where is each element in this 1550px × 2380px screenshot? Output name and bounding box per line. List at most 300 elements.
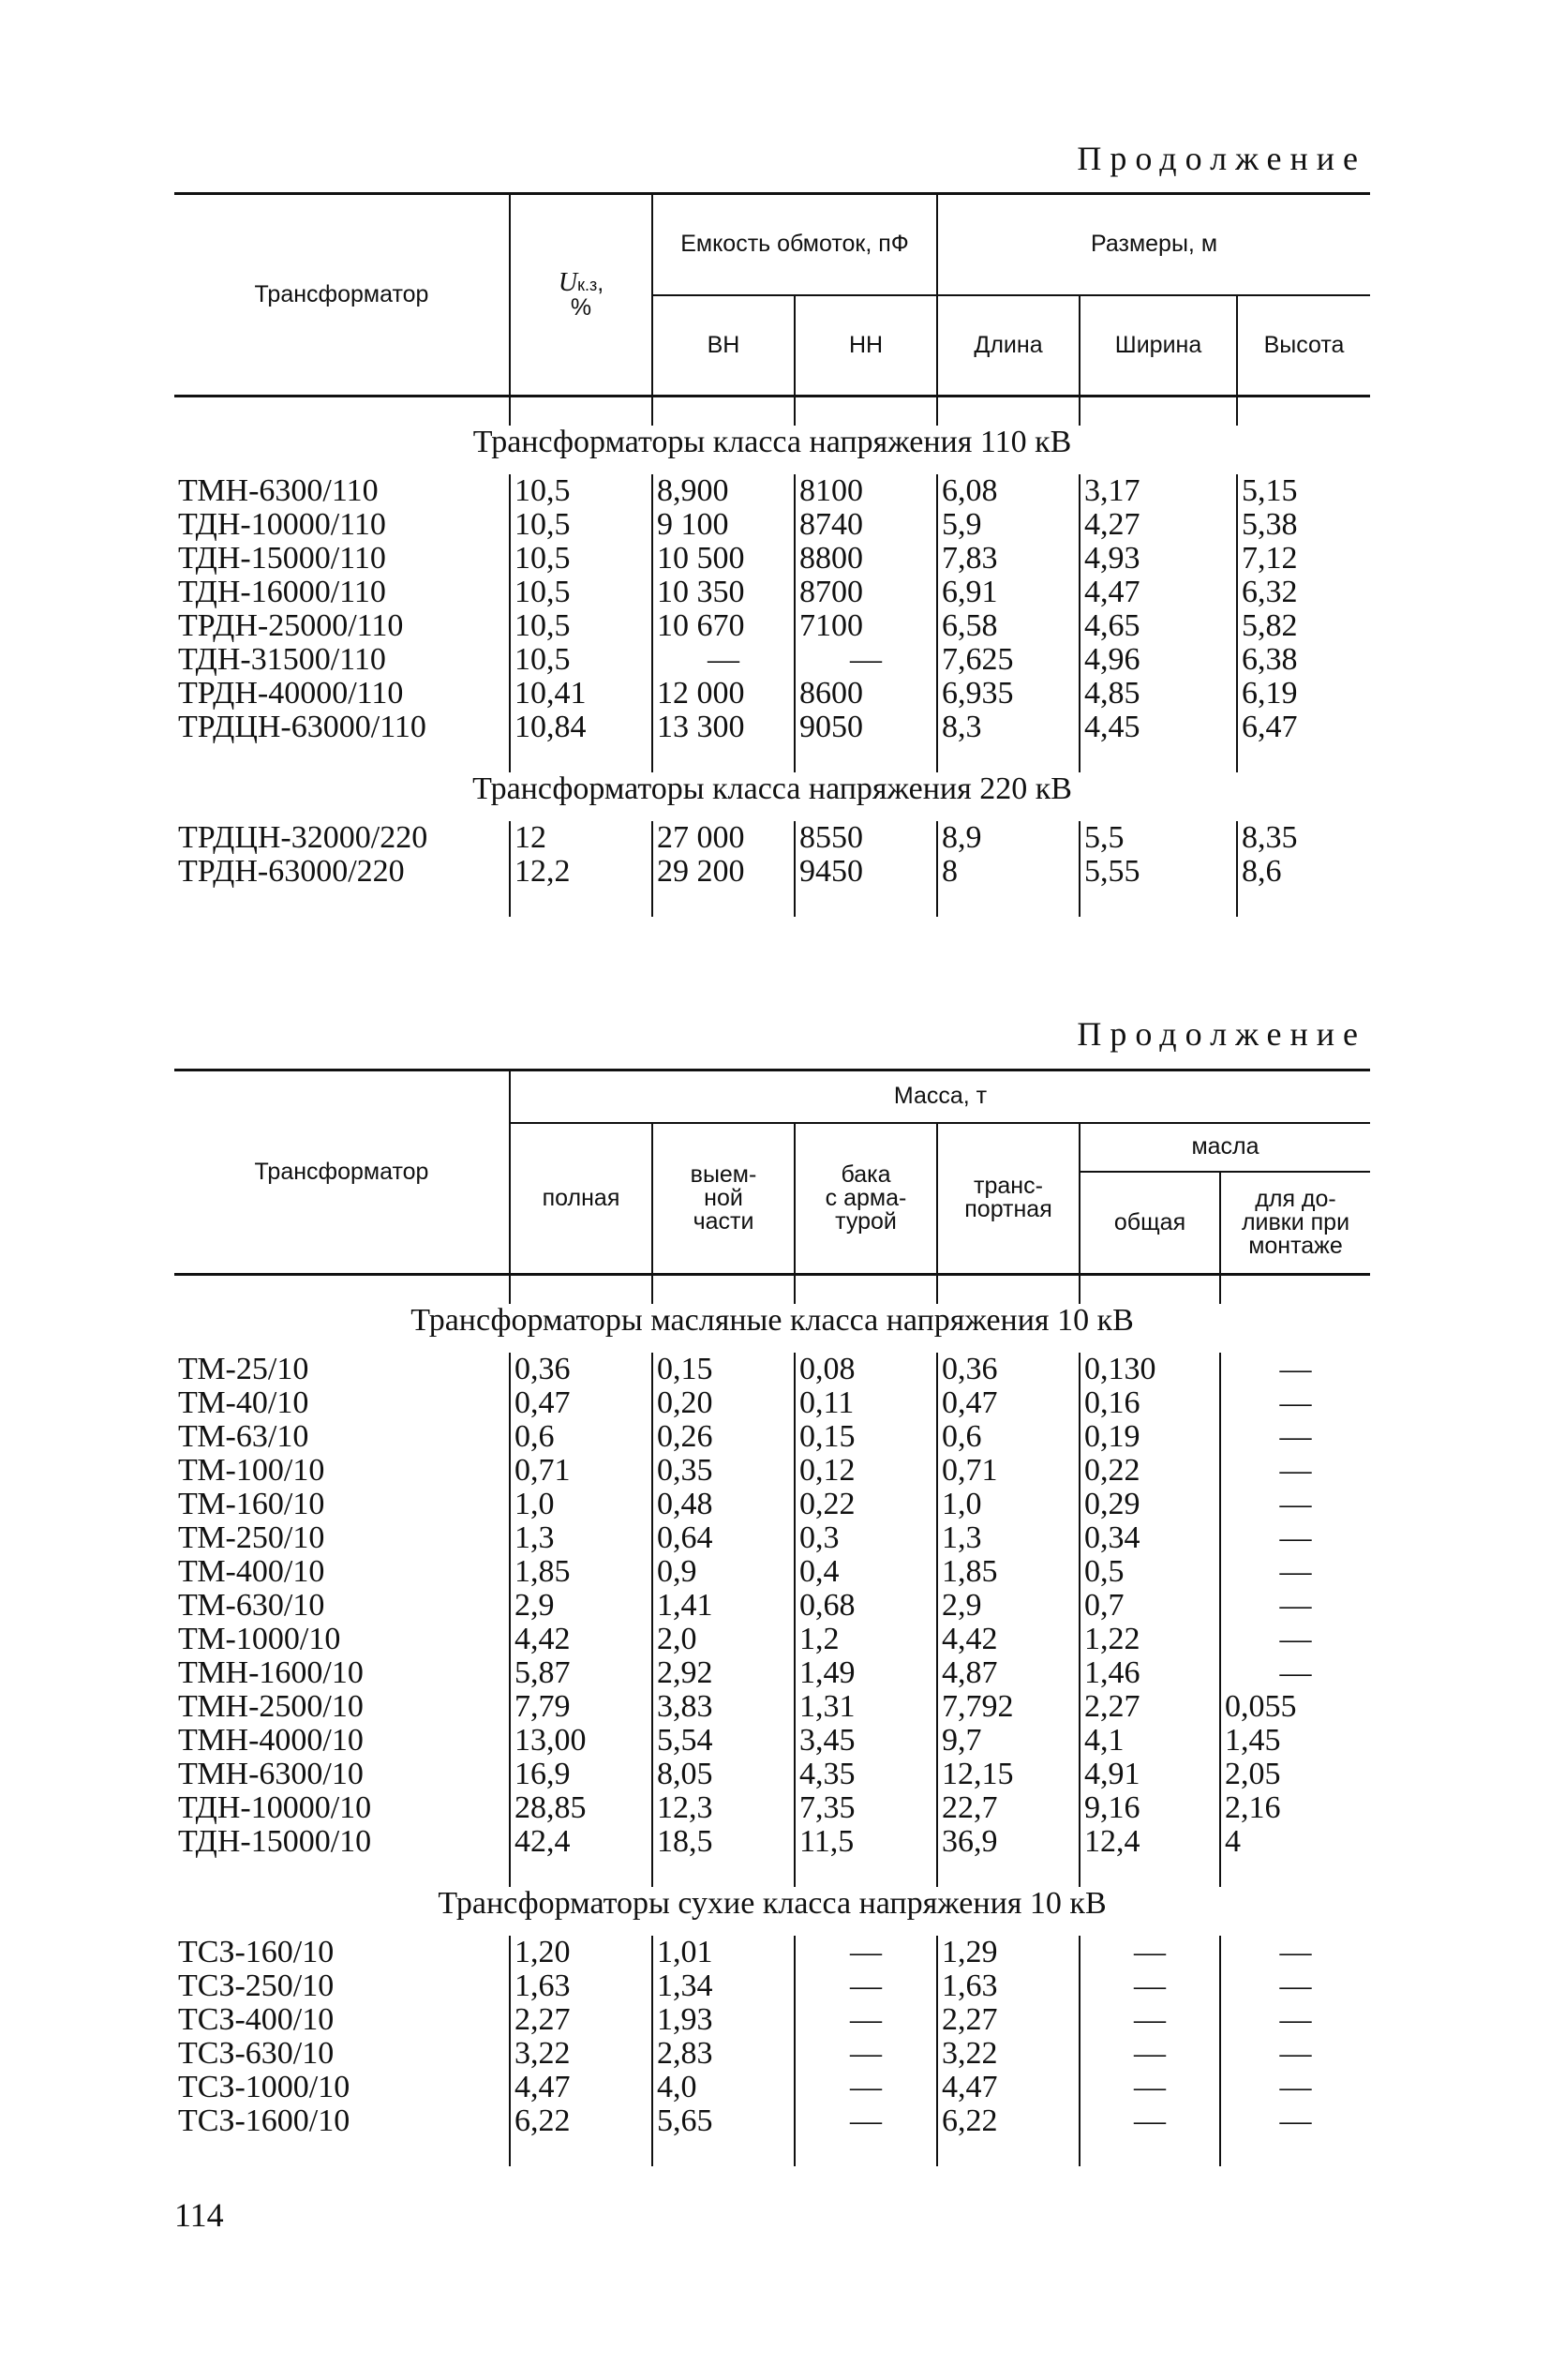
value-cell: 0,4 [795,1555,937,1589]
header-capacitance: Емкость обмоток, пФ [652,194,937,295]
spacer-cell [1080,397,1237,427]
value-cell: 10 350 [652,576,795,609]
transformer-type-cell: ТДН-10000/110 [178,507,386,542]
value-cell: 4,1 [1080,1724,1220,1758]
value-cell: 4,47 [1080,576,1237,609]
uk-subscript: к.з [577,276,598,294]
transformer-type-cell: ТМ-100/10 [178,1453,325,1488]
value-cell: 0,64 [652,1521,795,1555]
table-row [174,1420,1370,1454]
spacer-cell [174,397,510,427]
table-row [174,1386,1370,1420]
value-cell: 4,42 [937,1623,1080,1656]
transformer-type-cell: ТСЗ-1600/10 [178,2103,350,2138]
table-row [174,855,1370,889]
transformer-type-cell: ТРДН-63000/220 [178,854,405,889]
value-cell: 6,22 [937,2104,1080,2138]
transformer-type-cell: ТМ-25/10 [178,1352,309,1386]
header-mass: Масса, т [510,1070,1370,1123]
transformer-type-cell: ТДН-10000/10 [178,1790,372,1825]
table-row [174,1488,1370,1521]
value-cell: 5,55 [1080,855,1237,889]
spacer-cell [1220,1859,1370,1887]
table-row [174,1454,1370,1488]
spacer-cell [652,2138,795,2166]
value-cell: 1,0 [937,1488,1080,1521]
value-cell: 8,6 [1237,855,1370,889]
table-row [174,821,1370,855]
value-cell: 1,34 [652,1969,795,2003]
value-cell: 4,0 [652,2071,795,2104]
transformer-type-cell: ТМ-40/10 [178,1385,309,1420]
value-cell: — [795,2003,937,2037]
value-cell: 12,2 [510,855,652,889]
header-nn: НН [795,295,937,397]
spacer-cell [510,1275,652,1305]
value-cell: 1,85 [510,1555,652,1589]
value-cell: 1,3 [510,1521,652,1555]
value-cell: 3,17 [1080,474,1237,508]
value-cell: 10,5 [510,474,652,508]
value-cell: 7,35 [795,1791,937,1825]
value-cell: 7100 [795,609,937,643]
value-cell: 10,5 [510,609,652,643]
value-cell: 0,71 [937,1454,1080,1488]
value-cell: 0,08 [795,1353,937,1386]
value-cell: 3,22 [937,2037,1080,2071]
value-cell: 3,83 [652,1690,795,1724]
value-cell: 4,96 [1080,643,1237,677]
value-cell: 1,31 [795,1690,937,1724]
value-cell: 6,08 [937,474,1080,508]
value-cell: 1,63 [937,1969,1080,2003]
value-cell: 6,47 [1237,711,1370,744]
value-cell: — [1220,1623,1370,1656]
value-cell: 9450 [795,855,937,889]
value-cell: — [795,643,937,677]
value-cell: 0,9 [652,1555,795,1589]
value-cell: 4,93 [1080,542,1237,576]
value-cell: — [1220,1386,1370,1420]
table-row [174,474,1370,508]
table-row [174,1791,1370,1825]
transformer-type-cell: ТРДН-40000/110 [178,676,404,711]
value-cell: — [1220,2071,1370,2104]
value-cell: 0,20 [652,1386,795,1420]
transformer-type-cell: ТДН-15000/10 [178,1824,372,1859]
value-cell: — [1080,2003,1220,2037]
value-cell: 3,45 [795,1724,937,1758]
value-cell: 2,0 [652,1623,795,1656]
value-cell: 4,35 [795,1758,937,1791]
value-cell: 10,5 [510,542,652,576]
spacer-cell [510,744,652,772]
header-short-circuit-voltage: Uк.з, % [510,194,652,397]
value-cell: 5,15 [1237,474,1370,508]
value-cell: — [1220,2104,1370,2138]
value-cell: 13,00 [510,1724,652,1758]
header-length: Длина [937,295,1080,397]
value-cell: 11,5 [795,1825,937,1859]
table-row [174,508,1370,542]
transformer-type-cell: ТМ-250/10 [178,1520,325,1555]
value-cell: 4,42 [510,1623,652,1656]
transformer-type-cell: ТМН-4000/10 [178,1723,364,1758]
value-cell: 2,27 [1080,1690,1220,1724]
value-cell: 4,87 [937,1656,1080,1690]
spacer-cell [174,889,510,917]
value-cell: 3,22 [510,2037,652,2071]
spacer-cell [510,1859,652,1887]
value-cell: — [1080,1969,1220,2003]
value-cell: 0,6 [510,1420,652,1454]
value-cell: 0,26 [652,1420,795,1454]
table-row [174,1969,1370,2003]
spacer-cell [1220,1275,1370,1305]
header-width: Ширина [1080,295,1237,397]
value-cell: 6,19 [1237,677,1370,711]
spacer-cell [174,744,510,772]
value-cell: 0,22 [795,1488,937,1521]
header-oil-total: общая [1080,1172,1220,1275]
header-mass-removable: выем- ной части [652,1123,795,1275]
value-cell: 16,9 [510,1758,652,1791]
value-cell: 0,16 [1080,1386,1220,1420]
value-cell: — [1220,1488,1370,1521]
value-cell: 10 670 [652,609,795,643]
value-cell: 2,16 [1220,1791,1370,1825]
value-cell: 0,47 [937,1386,1080,1420]
spacer-cell [652,1859,795,1887]
spacer-row [174,744,1370,772]
uk-unit: % [570,294,592,321]
value-cell: 1,29 [937,1936,1080,1969]
header-mass-transport: транс- портная [937,1123,1080,1275]
value-cell: 0,22 [1080,1454,1220,1488]
value-cell: 9050 [795,711,937,744]
table-row [174,1353,1370,1386]
section-title: Трансформаторы класса напряжения 110 кВ [472,425,1072,459]
value-cell: 10,5 [510,643,652,677]
value-cell: 1,22 [1080,1623,1220,1656]
transformer-parameters-table-110-220kv [174,192,1370,917]
spacer-cell [1237,889,1370,917]
transformer-type-cell: ТДН-16000/110 [178,575,386,609]
spacer-cell [795,889,937,917]
value-cell: 27 000 [652,821,795,855]
spacer-cell [1080,1859,1220,1887]
table-row [174,2071,1370,2104]
value-cell: 0,6 [937,1420,1080,1454]
table-row [174,609,1370,643]
value-cell: 1,45 [1220,1724,1370,1758]
value-cell: — [1220,1353,1370,1386]
spacer-cell [937,1275,1080,1305]
spacer-row [174,1859,1370,1887]
spacer-cell [1080,889,1237,917]
table-row [174,1758,1370,1791]
value-cell: 0,48 [652,1488,795,1521]
transformer-type-cell: ТСЗ-1000/10 [178,2070,350,2104]
spacer-cell [652,1275,795,1305]
value-cell: 13 300 [652,711,795,744]
transformer-type-cell: ТМН-6300/110 [178,473,379,508]
value-cell: 5,38 [1237,508,1370,542]
value-cell: 8550 [795,821,937,855]
uk-symbol: U [558,268,578,297]
header-oil: масла [1080,1123,1370,1172]
value-cell: 8100 [795,474,937,508]
value-cell: 10,5 [510,508,652,542]
value-cell: 4,47 [510,2071,652,2104]
table-row [174,1724,1370,1758]
value-cell: 1,63 [510,1969,652,2003]
spacer-cell [1080,2138,1220,2166]
value-cell: 2,9 [937,1589,1080,1623]
spacer-row [174,889,1370,917]
transformer-type-cell: ТДН-31500/110 [178,642,386,677]
transformer-type-cell: ТМН-6300/10 [178,1757,364,1791]
transformer-type-cell: ТРДН-25000/110 [178,608,404,643]
transformer-type-cell: ТДН-15000/110 [178,541,386,576]
value-cell: 8,05 [652,1758,795,1791]
header-vn: ВН [652,295,795,397]
value-cell: — [1080,2071,1220,2104]
value-cell: 0,15 [795,1420,937,1454]
value-cell: 0,35 [652,1454,795,1488]
spacer-cell [652,744,795,772]
value-cell: 8600 [795,677,937,711]
value-cell: 12,4 [1080,1825,1220,1859]
table-row [174,542,1370,576]
transformer-mass-table-10kv [174,1069,1370,2166]
value-cell: — [795,2104,937,2138]
spacer-cell [795,1859,937,1887]
value-cell: 0,3 [795,1521,937,1555]
value-cell: 8,3 [937,711,1080,744]
header-mass-tank: бака с арма- турой [795,1123,937,1275]
value-cell: 10,41 [510,677,652,711]
transformer-type-cell: ТСЗ-630/10 [178,2036,335,2071]
header-height: Высота [1237,295,1370,397]
table-row [174,1656,1370,1690]
value-cell: 12 000 [652,677,795,711]
value-cell: 2,27 [937,2003,1080,2037]
value-cell: 4,91 [1080,1758,1220,1791]
value-cell: 8,35 [1237,821,1370,855]
spacer-cell [795,397,937,427]
value-cell: — [1220,1936,1370,1969]
value-cell: 6,32 [1237,576,1370,609]
spacer-cell [1080,1275,1220,1305]
value-cell: 1,93 [652,2003,795,2037]
transformer-type-cell: ТСЗ-160/10 [178,1935,335,1969]
value-cell: 8 [937,855,1080,889]
transformer-type-cell: ТСЗ-250/10 [178,1968,335,2003]
transformer-type-cell: ТМ-630/10 [178,1588,325,1623]
spacer-cell [510,889,652,917]
transformer-type-cell: ТМ-63/10 [178,1419,309,1454]
spacer-cell [937,2138,1080,2166]
value-cell: 2,92 [652,1656,795,1690]
value-cell: 10,5 [510,576,652,609]
value-cell: 4 [1220,1825,1370,1859]
table-row [174,1555,1370,1589]
section-title-row [174,426,1370,474]
value-cell: 4,65 [1080,609,1237,643]
spacer-cell [174,2138,510,2166]
value-cell: 0,130 [1080,1353,1220,1386]
header-oil-topup: для до- ливки при монтаже [1220,1172,1370,1275]
value-cell: 0,47 [510,1386,652,1420]
value-cell: 0,5 [1080,1555,1220,1589]
value-cell: 0,71 [510,1454,652,1488]
value-cell: 12,15 [937,1758,1080,1791]
table-row [174,1623,1370,1656]
value-cell: 8,9 [937,821,1080,855]
header-mass-full: полная [510,1123,652,1275]
value-cell: — [1220,1521,1370,1555]
value-cell: 42,4 [510,1825,652,1859]
value-cell: 0,7 [1080,1589,1220,1623]
value-cell: — [1220,2003,1370,2037]
value-cell: 2,27 [510,2003,652,2037]
value-cell: — [1220,1969,1370,2003]
value-cell: 6,22 [510,2104,652,2138]
value-cell: 4,47 [937,2071,1080,2104]
value-cell: 5,87 [510,1656,652,1690]
value-cell: 2,05 [1220,1758,1370,1791]
spacer-cell [1220,2138,1370,2166]
value-cell: 0,36 [510,1353,652,1386]
value-cell: 0,055 [1220,1690,1370,1724]
value-cell: 22,7 [937,1791,1080,1825]
value-cell: — [1080,2104,1220,2138]
value-cell: — [795,1969,937,2003]
value-cell: 0,11 [795,1386,937,1420]
spacer-cell [795,1275,937,1305]
value-cell: 9,7 [937,1724,1080,1758]
value-cell: 28,85 [510,1791,652,1825]
value-cell: 1,41 [652,1589,795,1623]
value-cell: 1,3 [937,1521,1080,1555]
spacer-cell [795,2138,937,2166]
value-cell: — [1220,1454,1370,1488]
value-cell: 1,2 [795,1623,937,1656]
value-cell: 5,65 [652,2104,795,2138]
value-cell: 12,3 [652,1791,795,1825]
section-title: Трансформаторы сухие класса напряжения 10 кВ [438,1886,1107,1921]
value-cell: 6,91 [937,576,1080,609]
value-cell: 5,82 [1237,609,1370,643]
table-row [174,711,1370,744]
table-row [174,2104,1370,2138]
value-cell: 10,84 [510,711,652,744]
table-row [174,643,1370,677]
value-cell: 7,625 [937,643,1080,677]
value-cell: 8740 [795,508,937,542]
value-cell: 4,85 [1080,677,1237,711]
value-cell: — [795,2037,937,2071]
value-cell: 4,27 [1080,508,1237,542]
table1-body [174,397,1370,918]
value-cell: 7,792 [937,1690,1080,1724]
value-cell: 0,34 [1080,1521,1220,1555]
value-cell: 5,5 [1080,821,1237,855]
value-cell: 2,83 [652,2037,795,2071]
value-cell: 5,54 [652,1724,795,1758]
value-cell: 0,12 [795,1454,937,1488]
spacer-row [174,397,1370,427]
spacer-cell [1237,397,1370,427]
section-title-row [174,1304,1370,1353]
value-cell: 1,01 [652,1936,795,1969]
value-cell: 6,38 [1237,643,1370,677]
value-cell: 10 500 [652,542,795,576]
value-cell: 9 100 [652,508,795,542]
value-cell: 6,58 [937,609,1080,643]
spacer-cell [937,397,1080,427]
spacer-cell [795,744,937,772]
spacer-cell [652,889,795,917]
value-cell: — [1080,1936,1220,1969]
value-cell: 18,5 [652,1825,795,1859]
value-cell: 5,9 [937,508,1080,542]
transformer-type-cell: ТРДЦН-32000/220 [178,820,428,855]
table-row [174,1589,1370,1623]
value-cell: 8800 [795,542,937,576]
transformer-type-cell: ТМН-1600/10 [178,1655,364,1690]
table-row [174,576,1370,609]
table-row [174,2003,1370,2037]
table2-body [174,1275,1370,2167]
value-cell: — [652,643,795,677]
value-cell: — [1220,1656,1370,1690]
value-cell: 0,19 [1080,1420,1220,1454]
spacer-cell [1237,744,1370,772]
value-cell: 1,20 [510,1936,652,1969]
value-cell: 0,68 [795,1589,937,1623]
page-number: 114 [174,2196,224,2234]
spacer-cell [174,1275,510,1305]
value-cell: 8700 [795,576,937,609]
section-title-row [174,772,1370,821]
value-cell: 8,900 [652,474,795,508]
value-cell: 0,36 [937,1353,1080,1386]
value-cell: 0,29 [1080,1488,1220,1521]
spacer-cell [510,2138,652,2166]
value-cell: 12 [510,821,652,855]
header-transformer-2: Трансформатор [174,1070,510,1275]
spacer-row [174,2138,1370,2166]
value-cell: — [1220,1555,1370,1589]
header-dimensions: Размеры, м [937,194,1370,295]
header-transformer: Трансформатор [174,194,510,397]
value-cell: 7,12 [1237,542,1370,576]
value-cell: 1,46 [1080,1656,1220,1690]
value-cell: 0,15 [652,1353,795,1386]
transformer-type-cell: ТСЗ-400/10 [178,2002,335,2037]
value-cell: 9,16 [1080,1791,1220,1825]
spacer-cell [652,397,795,427]
value-cell: 4,45 [1080,711,1237,744]
value-cell: — [1080,2037,1220,2071]
spacer-cell [937,889,1080,917]
transformer-type-cell: ТМН-2500/10 [178,1689,364,1724]
table-row [174,1936,1370,1969]
value-cell: 7,79 [510,1690,652,1724]
value-cell: 6,935 [937,677,1080,711]
